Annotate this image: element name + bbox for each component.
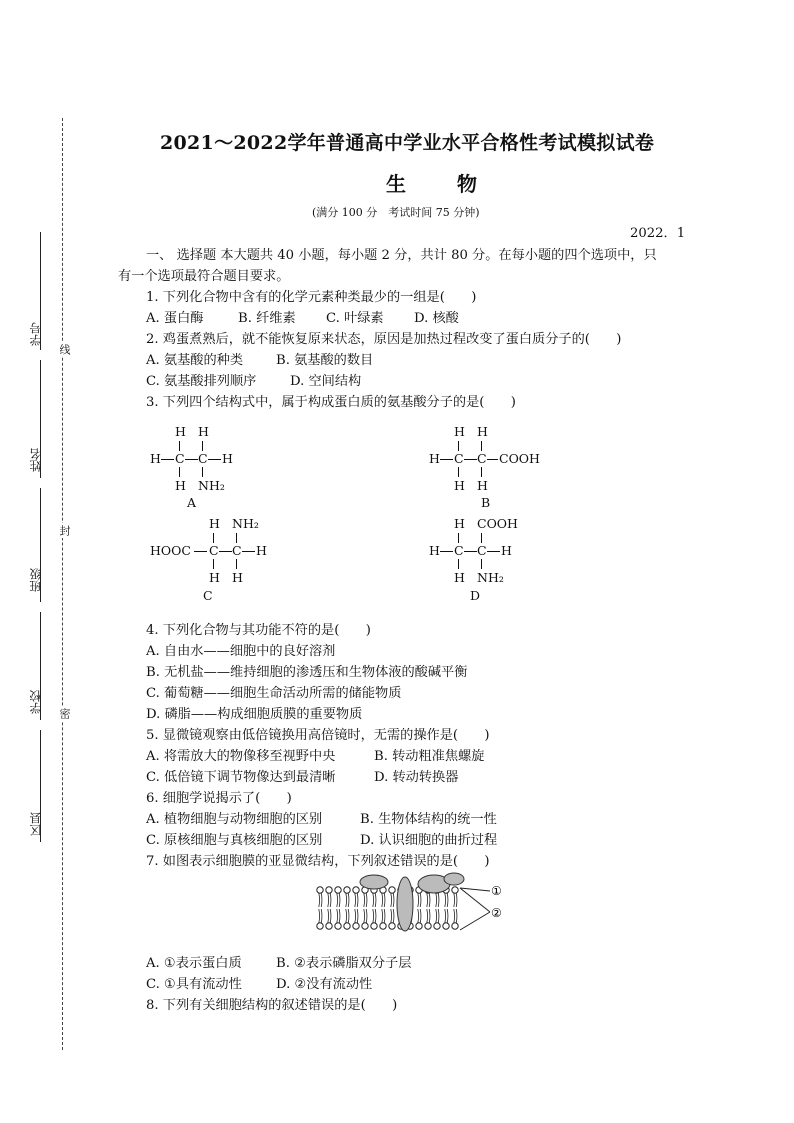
question-2-stem: 2. 鸡蛋煮熟后，就不能恢复原来状态，原因是加热过程改变了蛋白质分子的( ): [146, 332, 622, 347]
section-instruction-line1: 一、 选择题 本大题共 40 小题，每小题 2 分，共计 80 分。在每小题的四个选项中，只: [146, 248, 657, 263]
question-7-option-b: B. ②表示磷脂双分子层: [276, 956, 412, 971]
question-6-option-b: B. 生物体结构的统一性: [360, 812, 497, 827]
label-2: ②: [491, 906, 502, 920]
side-line-school: [40, 612, 41, 720]
question-1-stem: 1. 下列化合物中含有的化学元素种类最少的一组是( ): [146, 290, 477, 305]
question-4-option-d: D. 磷脂——构成细胞质膜的重要物质: [146, 707, 363, 722]
exam-info: (满分 100 分 考试时间 75 分钟): [312, 206, 480, 219]
question-7-option-c: C. ①具有流动性: [146, 977, 242, 992]
question-4-stem: 4. 下列化合物与其功能不符的是( ): [146, 623, 371, 638]
cell-membrane-diagram: [310, 870, 520, 942]
question-5-stem: 5. 显微镜观察由低倍镜换用高倍镜时，无需的操作是( ): [146, 728, 490, 743]
question-2-option-c: C. 氨基酸排列顺序: [146, 374, 257, 389]
question-7-option-a: A. ①表示蛋白质: [146, 956, 242, 971]
binding-dashed-line: [62, 118, 63, 1050]
question-6-stem: 6. 细胞学说揭示了( ): [146, 791, 292, 806]
question-2-option-b: B. 氨基酸的数目: [276, 353, 374, 368]
question-5-option-b: B. 转动粗准焦螺旋: [374, 749, 485, 764]
question-4-option-a: A. 自由水——细胞中的良好溶剂: [146, 644, 336, 659]
question-7-stem: 7. 如图表示细胞膜的亚显微结构，下列叙述错误的是( ): [146, 854, 490, 869]
question-3-stem: 3. 下列四个结构式中，属于构成蛋白质的氨基酸分子的是( ): [146, 395, 516, 410]
side-label-district: 区县: [29, 812, 43, 836]
question-4-option-b: B. 无机盐——维持细胞的渗透压和生物体液的酸碱平衡: [146, 665, 468, 680]
question-6-option-a: A. 植物细胞与动物细胞的区别: [146, 812, 323, 827]
question-1-option-b: B. 纤维素: [238, 311, 296, 326]
structure-b-label: B: [481, 495, 491, 510]
question-8-stem: 8. 下列有关细胞结构的叙述错误的是( ): [146, 998, 398, 1013]
question-2-option-a: A. 氨基酸的种类: [146, 353, 244, 368]
question-2-option-d: D. 空间结构: [290, 374, 362, 389]
structure-a-label: A: [187, 495, 197, 510]
side-line-district: [40, 730, 41, 842]
side-label-student-id: 学号: [29, 322, 43, 346]
question-6-option-c: C. 原核细胞与真核细胞的区别: [146, 833, 323, 848]
question-5-option-a: A. 将需放大的物像移至视野中央: [146, 749, 336, 764]
side-label-name: 姓名: [29, 448, 43, 472]
side-line-name: [40, 360, 41, 478]
side-line-class: [40, 488, 41, 602]
question-4-option-c: C. 葡萄糖——细胞生命活动所需的储能物质: [146, 686, 402, 701]
side-line-student-id: [40, 232, 41, 350]
question-1-option-a: A. 蛋白酶: [146, 311, 204, 326]
question-1-option-d: D. 核酸: [414, 311, 459, 326]
label-1: ①: [491, 884, 502, 898]
side-label-school: 学校: [29, 690, 43, 714]
subject-title: 生 物: [386, 172, 499, 196]
question-1-option-c: C. 叶绿素: [326, 311, 384, 326]
structure-d-label: D: [470, 588, 481, 603]
page-title: 2021～2022学年普通高中学业水平合格性考试模拟试卷: [160, 132, 655, 154]
structure-c-label: C: [203, 588, 213, 603]
binding-mark-secret: 密: [58, 708, 71, 719]
question-5-option-d: D. 转动转换器: [374, 770, 459, 785]
side-label-class: 班级: [29, 568, 43, 592]
exam-date: 2022．1: [630, 226, 686, 241]
question-6-option-d: D. 认识细胞的曲折过程: [360, 833, 498, 848]
section-instruction-line2: 有一个选项最符合题目要求。: [118, 269, 290, 284]
question-5-option-c: C. 低倍镜下调节物像达到最清晰: [146, 770, 336, 785]
binding-mark-seal: 封: [58, 525, 71, 536]
binding-mark-line: 线: [58, 344, 71, 355]
question-7-option-d: D. ②没有流动性: [276, 977, 373, 992]
